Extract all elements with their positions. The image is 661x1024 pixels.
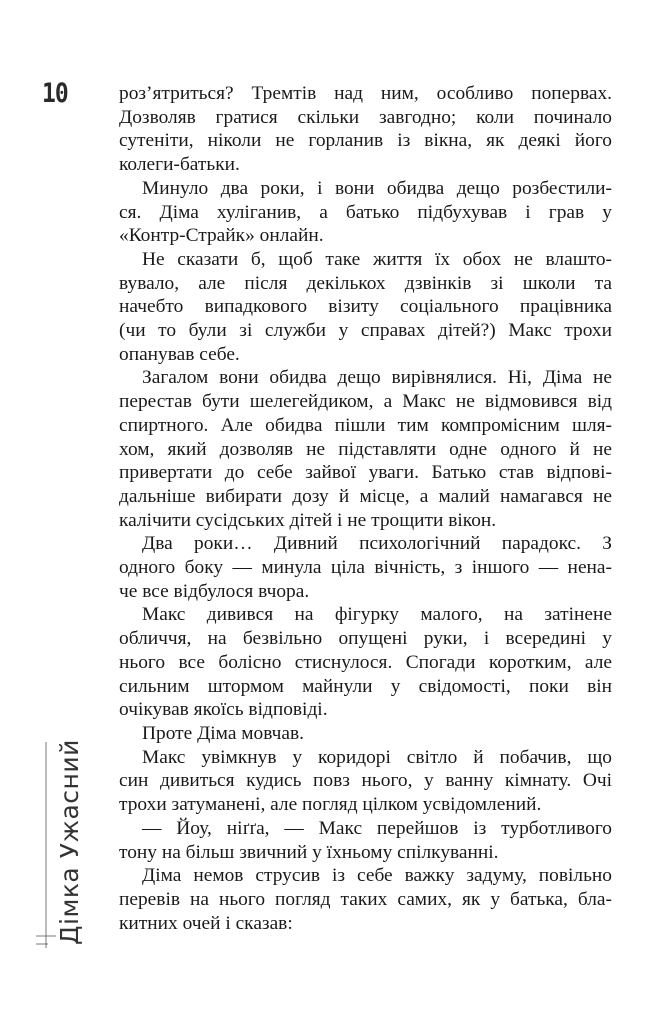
text-line: перестав бути шелегейдиком, а Макс не відмовився від xyxy=(119,391,612,413)
text-line: сильним штормом майнули у свідомості, поки він xyxy=(119,675,612,697)
text-line: колеги-батьки. xyxy=(119,154,240,176)
text-line: ся. Діма хуліганив, а батько підбухував і грав у xyxy=(119,201,612,223)
text-line: калічити сусідських дітей і не трощити вікон. xyxy=(119,509,497,531)
text-line: Дозволяв гратися скільки завгодно; коли починало xyxy=(119,106,612,128)
text-line: син дивиться кудись повз нього, у ванну кімнату. Очі xyxy=(119,770,612,792)
body-text xyxy=(119,82,612,935)
text-line: Не сказати б, щоб таке життя їх обох не влашто- xyxy=(142,248,612,270)
text-line: китних очей і сказав: xyxy=(119,912,293,934)
text-line: привертати до себе зайвої уваги. Батько став відпові- xyxy=(119,462,612,484)
text-line: Діма немов струсив із себе важку задуму, повільно xyxy=(142,865,612,887)
text-line: опанував себе. xyxy=(119,343,240,365)
text-line: Два роки… Дивний психологічний парадокс. З xyxy=(142,533,612,555)
running-title-text: Дімка Ужасний xyxy=(55,739,84,945)
text-line: хом, який дозволяв не підставляти одне одного й не xyxy=(119,438,612,460)
text-line: (чи то були зі служби у справах дітей?) Макс трохи xyxy=(119,320,612,342)
text-line: — Йоу, ніґґа, — Макс перейшов із турботливого xyxy=(142,817,612,839)
text-line: Макс увімкнув у коридорі світло й побачив, що xyxy=(142,746,612,768)
text-line: очікував якоїсь відповіді. xyxy=(119,699,328,721)
text-line: трохи затуманені, але погляд цілком усвідомлений. xyxy=(119,794,542,816)
text-line: одного боку — минула ціла вічність, з іншого — нена- xyxy=(119,557,612,579)
text-line: спиртного. Але обидва пішли тим компромісним шля- xyxy=(119,414,612,436)
text-line: Загалом вони обидва дещо вирівнялися. Ні, Діма не xyxy=(142,367,612,389)
running-title xyxy=(34,740,82,950)
text-line: сутеніти, ніколи не горланив із вікна, як деякі його xyxy=(119,130,612,152)
text-line: тону на більш звичний у їхньому спілкуванні. xyxy=(119,841,499,863)
text-line: Проте Діма мовчав. xyxy=(142,722,305,744)
text-line: вувало, але після декількох дзвінків зі школи та xyxy=(119,272,612,294)
text-line: дальніше вибирати дозу й місце, а малий намагався не xyxy=(119,485,612,507)
text-line: обличчя, на безвільно опущені руки, і всередині у xyxy=(119,628,612,650)
text-line: перевів на нього погляд таких самих, як у батька, бла- xyxy=(119,888,612,910)
text-line: начебто випадкового візиту соціального працівника xyxy=(119,296,612,318)
text-line: Макс дивився на фігурку малого, на затінене xyxy=(142,604,612,626)
text-line: Минуло два роки, і вони обидва дещо розбестили- xyxy=(142,177,612,199)
page-number: 10 xyxy=(42,79,68,109)
text-line: нього все болісно стиснулося. Спогади коротким, але xyxy=(119,651,612,673)
text-line: че все відбулося вчора. xyxy=(119,580,310,602)
text-line: «Контр-Страйк» онлайн. xyxy=(119,225,324,247)
text-line: роз’ятриться? Тремтів над ним, особливо попервах. xyxy=(119,83,612,104)
